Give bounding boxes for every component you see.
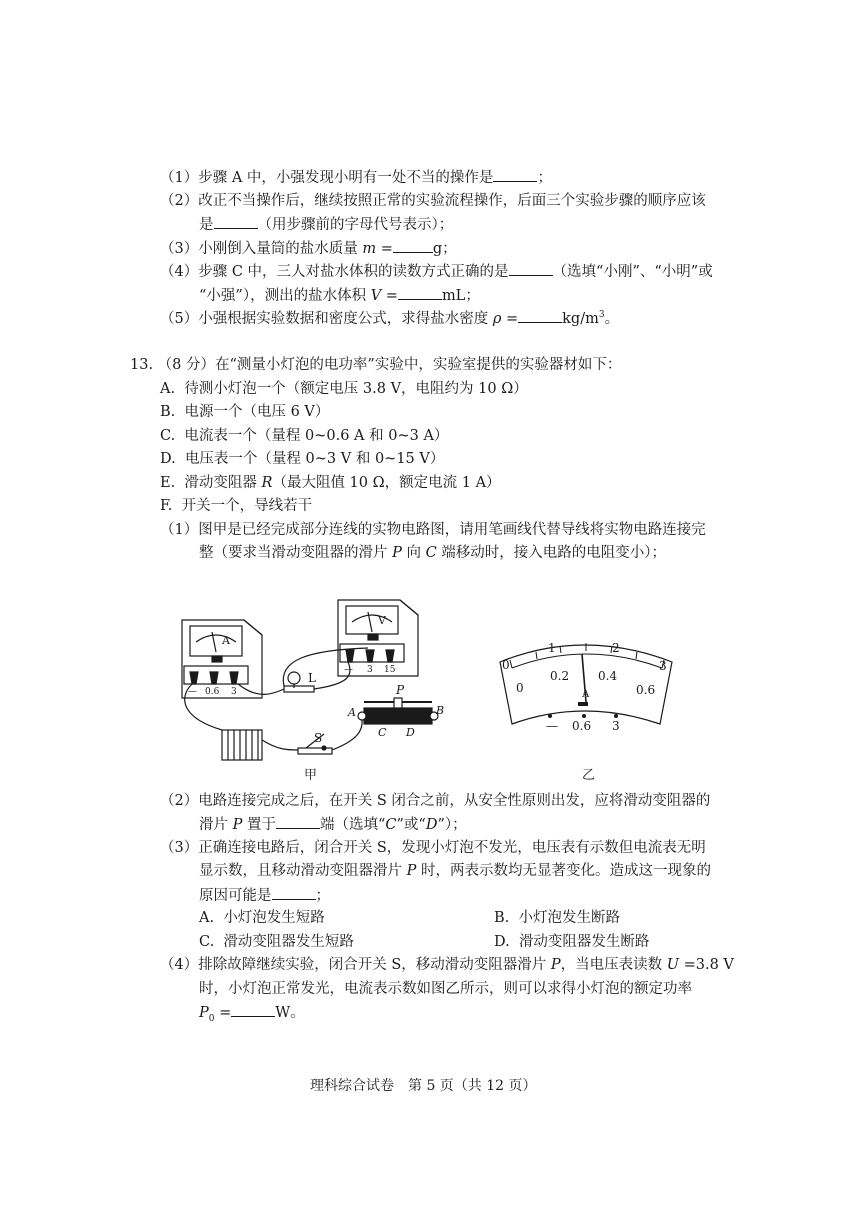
outer-tick-2: 2: [612, 641, 620, 655]
equipment-item-e: E. 滑动变阻器 R（最大阻值 10 Ω，额定电流 1 A）: [160, 475, 501, 491]
ammeter-term-3: 3: [231, 687, 237, 697]
answer-blank: [393, 237, 433, 253]
label-b: B: [436, 704, 445, 717]
dial-term-06: 0.6: [572, 719, 592, 733]
option-b: B. 小灯泡发生断路: [494, 910, 620, 926]
q13-part2: （2）电路连接完成之后，在开关 S 闭合之前，从安全性原则出发，应将滑动变阻器的: [160, 793, 711, 809]
q13-part4-line2: 时，小灯泡正常发光，电流表示数如图乙所示，则可以求得小灯泡的额定功率: [199, 981, 692, 997]
answer-blank: [509, 260, 553, 276]
q13-part3-line3: 原因可能是 ；: [199, 884, 330, 907]
battery-icon: [222, 730, 262, 760]
q13-intro: 13. （8 分）在“测量小灯泡的电功率”实验中，实验室提供的实验器材如下：: [130, 357, 622, 373]
page-footer: 理科综合试卷 第 5 页（共 12 页）: [310, 1078, 537, 1094]
option-d: D. 滑动变阻器发生断路: [494, 934, 650, 950]
inner-tick-0: 0: [516, 681, 524, 695]
option-a: A. 小灯泡发生短路: [199, 910, 325, 926]
q12-part1: （1）步骤 A 中，小强发现小明有一处不当的操作是 ；: [160, 166, 552, 189]
answer-blank: [276, 813, 320, 829]
label-c: C: [378, 726, 387, 739]
q13-part1: （1）图甲是已经完成部分连线的实物电路图，请用笔画线代替导线将实物电路连接完: [160, 522, 706, 538]
equipment-item-c: C. 电流表一个（量程 0~0.6 A 和 0~3 A）: [160, 428, 449, 444]
dial-term-neg: —: [546, 719, 558, 733]
label-a: A: [348, 706, 356, 719]
answer-blank: [231, 1001, 275, 1017]
option-c: C. 滑动变阻器发生短路: [199, 934, 354, 950]
dial-unit: A: [582, 689, 590, 700]
ammeter-term-neg: —: [188, 687, 197, 697]
q12-part2-line2: 是 （用步骤前的字母代号表示）；: [199, 213, 453, 236]
voltmeter-term-neg: —: [344, 665, 353, 675]
q13-part4-line3: $P_0 = W$。: [199, 1001, 305, 1030]
q12-part2: （2）改正不当操作后，继续按照正常的实验流程操作，后面三个实验步骤的顺序应该: [160, 193, 706, 209]
q12-part4-line2: “小强”），测出的盐水体积 V = mL；: [199, 284, 480, 307]
label-p: P: [396, 683, 405, 697]
voltmeter-symbol: V: [378, 614, 386, 627]
rheostat-icon: [358, 698, 438, 724]
q13-part3: （3）正确连接电路后，闭合开关 S，发现小灯泡不发光，电压表有示数但电流表无明: [160, 840, 706, 856]
ammeter-term-06: 0.6: [205, 687, 220, 697]
ammeter-dial-figure: [496, 624, 680, 739]
ammeter-symbol: A: [222, 634, 230, 647]
caption-yi: 乙: [582, 768, 596, 783]
answer-blank: [493, 166, 537, 182]
equipment-item-a: A. 待测小灯泡一个（额定电压 3.8 V，电阻约为 10 Ω）: [160, 381, 528, 397]
q13-part2-line2: 滑片 P 置于 端（选填“C”或“D”）；: [199, 813, 467, 836]
answer-blank: [214, 213, 258, 229]
voltmeter-term-15: 15: [384, 665, 396, 675]
inner-tick-06: 0.6: [636, 683, 656, 697]
inner-tick-02: 0.2: [550, 669, 570, 683]
q13-part1-line2: 整（要求当滑动变阻器的滑片 P 向 C 端移动时，接入电路的电阻变小）；: [199, 545, 667, 561]
voltmeter-term-3: 3: [367, 665, 373, 675]
q12-part5: （5）小强根据实验数据和密度公式，求得盐水密度 $\rho = kg/m^3$。: [160, 307, 619, 330]
inner-tick-04: 0.4: [598, 669, 618, 683]
circuit-figure: [168, 590, 468, 775]
label-d: D: [406, 726, 415, 739]
q12-part4: （4）步骤 C 中，三人对盐水体积的读数方式正确的是 （选填“小刚”、“小明”或: [160, 260, 713, 283]
q12-part3: （3）小刚倒入量筒的盐水质量 m = g；: [160, 237, 457, 260]
label-l: L: [308, 671, 316, 685]
caption-jia: 甲: [304, 768, 318, 783]
equipment-item-f: F. 开关一个，导线若干: [160, 498, 313, 514]
q13-part3-line2: 显示数，且移动滑动变阻器滑片 P 时，两表示数均无显著变化。造成这一现象的: [199, 863, 711, 879]
answer-blank: [398, 284, 442, 300]
outer-tick-0: 0: [502, 658, 510, 672]
label-s: S: [314, 731, 323, 745]
answer-blank: [272, 884, 316, 900]
outer-tick-3: 3: [659, 659, 667, 673]
answer-blank: [518, 307, 562, 323]
equipment-item-d: D. 电压表一个（量程 0~3 V 和 0~15 V）: [160, 451, 445, 467]
q13-part4: （4）排除故障继续实验，闭合开关 S，移动滑动变阻器滑片 P，当电压表读数 U =3.8 V: [160, 957, 734, 973]
outer-tick-1: 1: [548, 641, 556, 655]
dial-term-3: 3: [612, 719, 620, 733]
equipment-item-b: B. 电源一个（电压 6 V）: [160, 404, 330, 420]
